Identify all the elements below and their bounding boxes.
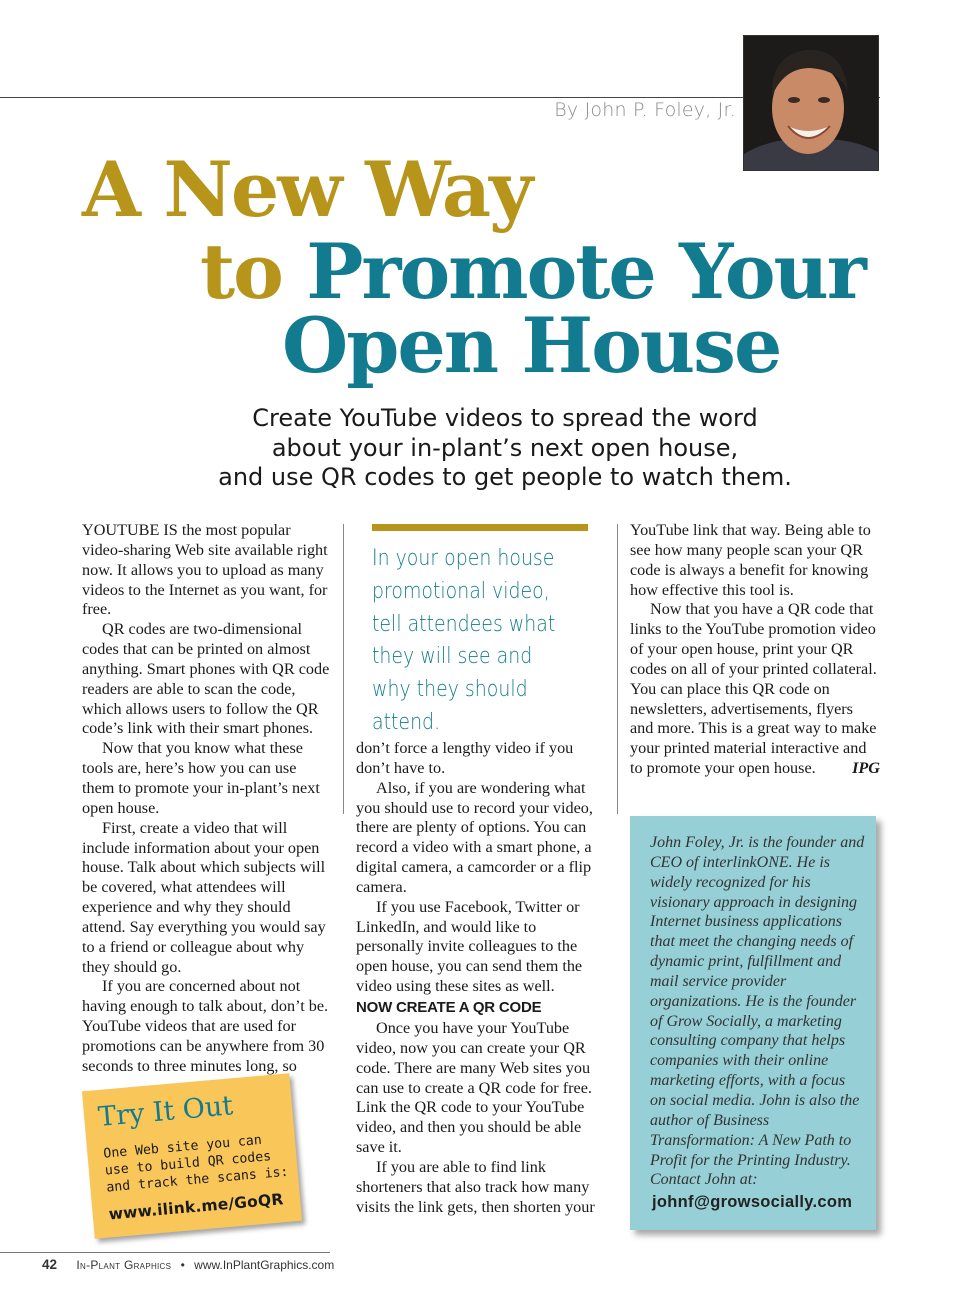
paragraph: First, create a video that will include information about your open house. Talk about which subjects will be covered, what attendees will experience and why they should attend. Say everything you would say to a friend or colleague about why they should go.	[82, 818, 326, 976]
footer-website-link[interactable]: www.InPlantGraphics.com	[194, 1258, 335, 1272]
byline: By John P. Foley, Jr.	[554, 99, 736, 121]
column-1	[82, 521, 330, 1077]
deck-subtitle	[180, 404, 830, 493]
paragraph: If you are concerned about not having enough to talk about, don’t be. YouTube videos that are used for promotions can be anywhere from 30 seconds to three minutes long, so	[82, 977, 329, 1075]
headline-line-2	[200, 227, 865, 316]
author-photo	[743, 35, 879, 171]
author-email-link[interactable]: johnf@growsocially.com	[652, 1193, 853, 1211]
end-mark: IPG	[852, 759, 880, 778]
section-subhead: NOW CREATE A QR CODE	[356, 998, 542, 1016]
column-divider-2	[617, 524, 618, 814]
paragraph: YouTube link that way. Being able to see how many people scan your QR code is always a benefit for knowing how effective this tool is.	[630, 521, 871, 599]
pullquote: In your open house promotional video, tell attendees what they will see and why they should attend.	[372, 546, 556, 735]
column-2	[356, 739, 604, 1217]
footer	[42, 1257, 334, 1272]
paragraph: If you use Facebook, Twitter or LinkedIn, and would like to personally invite colleagues to the open house, you can send them the video using these sites as well.	[356, 897, 583, 996]
paragraph: Now that you know what these tools are, here’s how you can use them to promote your in-plant’s next open house.	[82, 739, 320, 817]
publication-name: In-Plant Graphics	[76, 1258, 172, 1272]
paragraph: YOUTUBE IS the most popular video-sharing Web site available right now. It allows you to upload as many videos to the Internet as you want, for free.	[82, 521, 328, 619]
try-it-out-note	[82, 1073, 302, 1239]
note-text: One Web site you can use to build QR codes and track the scans is:	[102, 1132, 290, 1196]
headline-to: to	[200, 227, 282, 316]
headline-line-1: A New Way	[82, 145, 532, 234]
paragraph: Once you have your YouTube video, now you can create your QR code. There are many Web sites you can use to create a QR code for free. Link the QR code to your YouTube video, and then you should be able save it.	[356, 1018, 592, 1157]
paragraph: If you are able to find link shorteners that also track how many visits the link gets, then shorten your	[356, 1157, 595, 1216]
paragraph: QR codes are two-dimensional codes that can be printed on almost anything. Smart phones with QR code readers are able to scan the code, which allows users to follow the QR code’s link with their smart phones.	[82, 620, 330, 738]
headline-line-3: Open House	[282, 301, 781, 390]
paragraph	[630, 600, 880, 779]
author-bio-box	[630, 816, 876, 1230]
column-3	[630, 521, 880, 779]
column-divider-1	[343, 524, 344, 814]
paragraph: don’t force a lengthy video if you don’t have to.	[356, 739, 574, 777]
footer-bullet: •	[180, 1258, 185, 1272]
deck-line-2: about your in-plant’s next open house,	[271, 433, 739, 462]
deck-line-3: and use QR codes to get people to watch them.	[218, 463, 792, 491]
headline-promote: Promote Your	[306, 227, 865, 316]
paragraph: Also, if you are wondering what you should use to record your video, there are plenty of options. You can record a video with a smart phone, a digital camera, a camcorder or a flip camera.	[356, 778, 593, 896]
note-title: Try It Out	[96, 1090, 235, 1133]
note-link[interactable]: www.ilink.me/GoQR	[107, 1190, 285, 1224]
author-bio-text: John Foley, Jr. is the founder and CEO of interlinkONE. He is widely recognized for his visionary approach in designing Internet business applications that meet the changing needs of dynamic print, fulfillment and mail service provider organizations. He is the founder of Grow Socially, a marketing consulting company that helps companies with their online marketing efforts, with a focus on social media. John is also the author of Business Transformation: A New Path to Profit for the Printing Industry. Contact John at:	[650, 834, 865, 1189]
paragraph-text: Now that you have a QR code that links to the YouTube promotion video of your open house, print your QR codes on all of your printed collateral. You can place this QR code on newsletters, advertisements, flyers and more. This is a great way to make your printed material interactive and to promote your open house.	[630, 600, 877, 778]
page-number: 42	[42, 1257, 58, 1272]
footer-rule	[0, 1252, 330, 1253]
pullquote-bar	[372, 524, 588, 531]
deck-line-1: Create YouTube videos to spread the word	[252, 404, 758, 432]
